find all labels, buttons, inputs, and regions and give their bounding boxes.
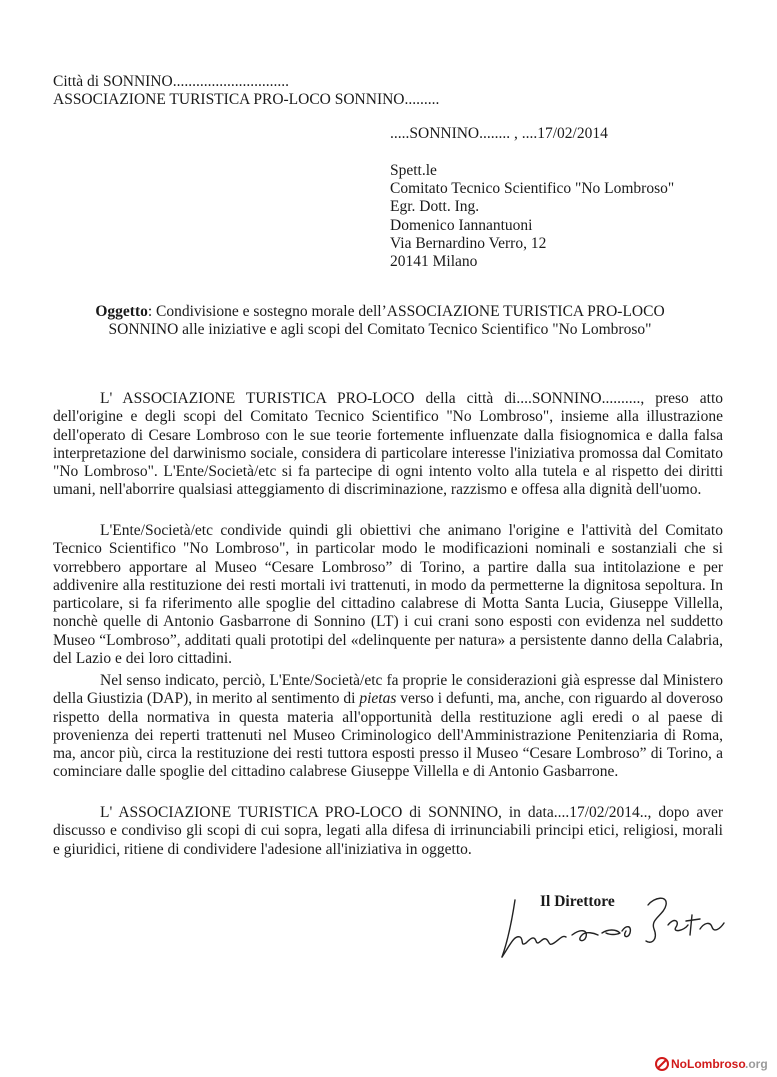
recipient-line: Comitato Tecnico Scientifico "No Lombroso"	[390, 180, 675, 198]
paragraph-text-part: Nel senso indicato, perciò, L'Ente/Società/etc fa proprie le considerazioni già espresse dal Ministero della Giustizia (DAP), in merito al sentimento di	[53, 672, 723, 708]
watermark-brand: NoLombroso	[671, 1057, 746, 1071]
recipient-line: Domenico Iannantuoni	[390, 216, 533, 234]
paragraph-text: L'Ente/Società/etc condivide quindi gli obiettivi che animano l'origine e l'attività del Comitato Tecnico Scientifico "No Lombroso", in particolar modo le modificazioni nominali e sostanziali che si vorrebbero apportare al Museo “Cesare Lombroso” di Torino, a partire dalla sua intitolazione e per addivenire alla restituzione dei resti mortali ivi trattenuti, in modo da permetterne la dignitosa sepoltura. In particolare, si fa riferimento alle spoglie del cittadino calabrese di Motta Santa Lucia, Giuseppe Villella, nonchè quelle di Antonio Gasbarrone di Sonnino (LT) i cui crani sono esposti con evidenza nel suddetto Museo “Lombroso”, additati quali prototipi del «delinquente per natura» a persistente danno della Calabria, del Lazio e dei loro cittadini.	[53, 522, 723, 668]
nolombroso-watermark	[655, 1055, 773, 1073]
recipient-line: Via Bernardino Verro, 12	[390, 234, 547, 252]
subject-text: : Condivisione e sostegno morale dell’ASSOCIAZIONE TURISTICA PRO-LOCO SONNINO alle iniziative e agli scopi del Comitato Tecnico Scientifico "No Lombroso"	[108, 303, 665, 338]
recipient-line: Egr. Dott. Ing.	[390, 198, 480, 216]
watermark-tld: .org	[745, 1057, 768, 1071]
paragraph-text: L' ASSOCIAZIONE TURISTICA PRO-LOCO di SONNINO, in data....17/02/2014.., dopo aver discusso e condiviso gli scopi di cui sopra, legati alla difesa di irrinunciabili principi etici, religiosi, morali e giuridici, ritiene di condividere l'adesione all'iniziativa in oggetto.	[53, 804, 723, 858]
paragraph-emphasis: pietas	[359, 690, 397, 708]
date-line: .....SONNINO........ , ....17/02/2014	[390, 125, 608, 142]
recipient-address	[390, 162, 674, 271]
body-paragraph-1	[53, 390, 723, 500]
paragraph-text-part: verso i defunti, ma, anche, con riguardo al doveroso rispetto della normativa in questa materia all'opportunità della restituzione agli eredi o al paese di provenienza dei reperti trattenuti nel Museo Criminologico dell'Amministrazione Penitenziaria di Roma, ma, ancor più, circa la restituzione dei resti tuttora esposti presso il Museo “Cesare Lombroso” di Torino, a cominciare dalle spoglie del cittadino calabrese Giuseppe Villella e di Antonio Gasbarrone.	[53, 690, 723, 781]
body-paragraph-4	[53, 804, 723, 859]
body-paragraph-3	[53, 672, 723, 782]
header-association: ASSOCIAZIONE TURISTICA PRO-LOCO SONNINO.........	[53, 91, 440, 108]
recipient-line: 20141 Milano	[390, 253, 478, 271]
body-paragraph-2	[53, 522, 723, 668]
signatory-title: Il Direttore	[540, 893, 615, 910]
paragraph-text	[53, 672, 723, 782]
header-city: Città di SONNINO..............................	[53, 73, 289, 90]
subject-label: Oggetto	[95, 303, 148, 320]
subject-line	[80, 303, 680, 339]
recipient-salutation: Spett.le	[390, 162, 437, 179]
handwritten-signature	[490, 885, 730, 965]
paragraph-text: L' ASSOCIAZIONE TURISTICA PRO-LOCO della città di....SONNINO.........., preso atto dell'origine e degli scopi del Comitato Tecnico Scientifico "No Lombroso", insieme alla illustrazione dell'operato di Cesare Lombroso con le sue teorie fortemente influenzate dalla fisiognomica e dalla falsa interpretazione del darwinismo sociale, considera di particolare interesse l'iniziativa promossa dal Comitato "No Lombroso". L'Ente/Società/etc si fa partecipe di ogni intento volto alla tutela e al rispetto dei diritti umani, nell'aborrire qualsiasi atteggiamento di discriminazione, razzismo e offesa alla dignità dell'uomo.	[53, 390, 723, 499]
